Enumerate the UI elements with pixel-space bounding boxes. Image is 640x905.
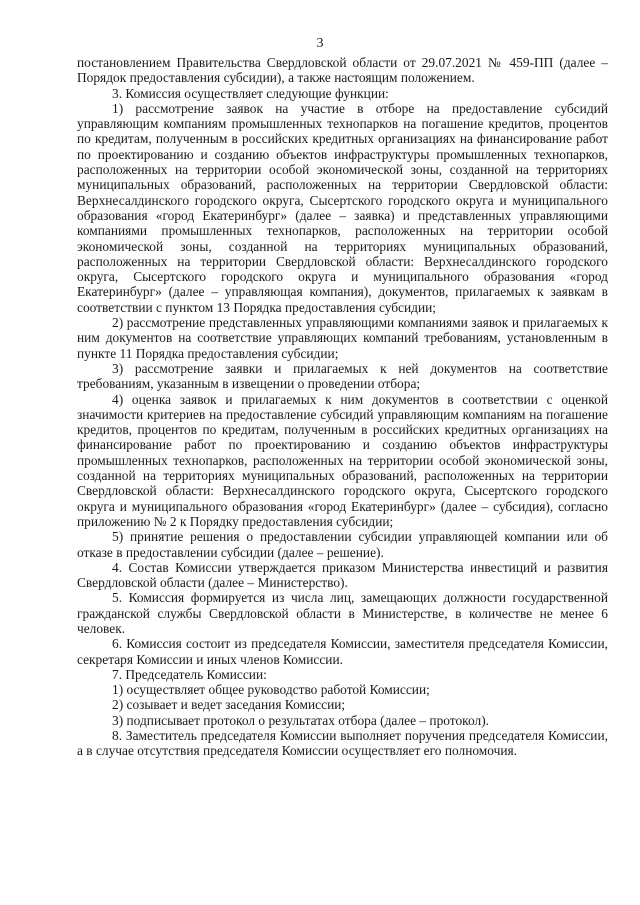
paragraph-section-4: 4. Состав Комиссии утверждается приказом Министерства инвестиций и развития Свердловской области (далее – Министерство).: [77, 559, 608, 591]
paragraph-function-5: 5) принятие решения о предоставлении субсидии управляющей компании или об отказе в предоставлении субсидии (далее – решение).: [77, 529, 608, 560]
paragraph-section-5: 5. Комиссия формируется из числа лиц, замещающих должности государственной гражданской службы Свердловской области в Министерстве, в количестве не менее 6 человек.: [77, 590, 608, 636]
paragraph-section-3-heading: 3. Комиссия осуществляет следующие функции:: [112, 85, 389, 101]
document-body: [77, 55, 608, 759]
paragraph-chair-duty-2: 2) созывает и ведет заседания Комиссии;: [112, 697, 346, 713]
paragraph-function-4: 4) оценка заявок и прилагаемых к ним документов в соответствии с оценкой значимости критериев на предоставление субсидий управляющим компаниям на погашение кредитов, процентов по кредитам, полученным в российских кредитных организациях на финансирование работ по проектированию и созданию объектов инфраструктуры промышленных технопарков, расположенных на территории особой экономической зоны, созданной на территориях муниципальных образований, расположенных на территории Свердловской области: Верхнесалдинского городского округа, Сысертского городского округа и муниципального образования «город Екатеринбург» (далее – субсидия), согласно приложению № 2 к Порядку предоставления субсидии;: [77, 391, 608, 529]
paragraph-function-2: 2) рассмотрение представленных управляющими компаниями заявок и прилагаемых к ним документов на соответствие управляющих компаний требованиям, установленным в пункте 11 Порядка предоставления субсидии;: [77, 315, 608, 361]
paragraph-section-6: 6. Комиссия состоит из председателя Комиссии, заместителя председателя Комиссии, секретаря Комиссии и иных членов Комиссии.: [77, 636, 608, 667]
paragraph-intro-continuation: постановлением Правительства Свердловской области от 29.07.2021 № 459-ПП (далее – Порядок предоставления субсидии), а также настоящим положением.: [77, 55, 608, 86]
paragraph-function-3: 3) рассмотрение заявки и прилагаемых к ней документов на соответствие требованиям, указанным в извещении о проведении отбора;: [77, 360, 608, 392]
paragraph-function-1: 1) рассмотрение заявок на участие в отборе на предоставление субсидий управляющим компаниям промышленных технопарков на погашение кредитов, процентов по кредитам, полученным в российских кредитных организациях на финансирование работ по проектированию и созданию объектов инфраструктуры промышленных технопарков, расположенных на территории особой экономической зоны, созданной на территориях муниципальных образований, расположенных на территории Свердловской области: Верхнесалдинского городского округа, Сысертского городского округа и муниципального образования «город Екатеринбург» (далее – заявка) и представленных управляющими компаниями промышленных технопарков, расположенных на территории особой экономической зоны, созданной на территориях муниципальных образований, расположенных на территории Свердловской области: Верхнесалдинского городского округа, Сысертского городского округа и муниципального образования «город Екатеринбург» (далее – управляющая компания), документов, прилагаемых к заявкам в соответствии с пунктом 13 Порядка предоставления субсидии;: [77, 100, 608, 315]
paragraph-section-8: 8. Заместитель председателя Комиссии выполняет поручения председателя Комиссии, а в случае отсутствия председателя Комиссии осуществляет его полномочия.: [77, 728, 608, 759]
paragraph-section-7-heading: 7. Председатель Комиссии:: [112, 666, 267, 682]
page-number: 3: [316, 36, 324, 51]
paragraph-chair-duty-3: 3) подписывает протокол о результатах отбора (далее – протокол).: [112, 712, 490, 728]
paragraph-chair-duty-1: 1) осуществляет общее руководство работой Комиссии;: [112, 682, 430, 698]
